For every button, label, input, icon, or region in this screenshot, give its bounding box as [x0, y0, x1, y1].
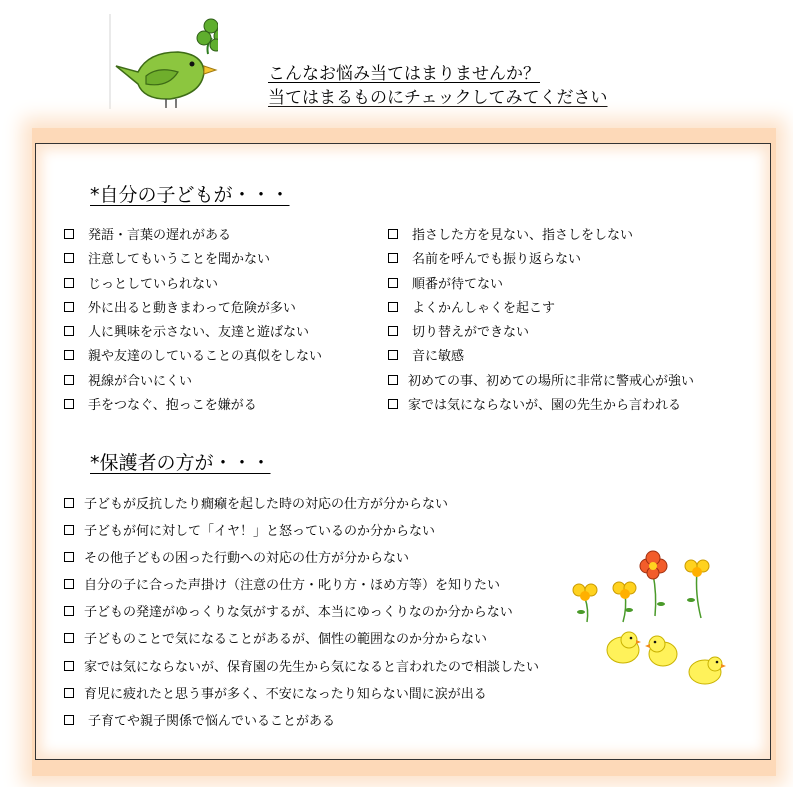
checklist-item[interactable]: 切り替えができない: [388, 321, 529, 340]
orange-flower-icon: [640, 551, 667, 579]
checkbox[interactable]: [388, 229, 398, 239]
chick-icon: [689, 657, 726, 684]
checkbox[interactable]: [64, 253, 74, 263]
checklist-item[interactable]: 子どものことで気になることがあるが、個性の範囲なのか分からない: [64, 628, 487, 647]
checkbox[interactable]: [64, 606, 74, 616]
header-line-1: こんなお悩み当てはまりませんか？: [268, 64, 540, 84]
checklist-item[interactable]: じっとしていられない: [64, 273, 218, 292]
header-line-2: 当てはまるものにチェックしてみてください: [268, 88, 608, 108]
checkbox[interactable]: [64, 326, 74, 336]
yellow-flower-icon: [573, 584, 597, 601]
checkbox[interactable]: [388, 253, 398, 263]
checklist-item[interactable]: 初めての事、初めての場所に非常に警戒心が強い: [388, 370, 694, 389]
checkbox[interactable]: [388, 302, 398, 312]
checklist-item[interactable]: 名前を呼んでも振り返らない: [388, 248, 581, 267]
checklist-item[interactable]: 家では気にならないが、園の先生から言われる: [388, 394, 681, 413]
checklist-item[interactable]: 指さした方を見ない、指さしをしない: [388, 224, 633, 243]
checklist-item[interactable]: 人に興味を示さない、友達と遊ばない: [64, 321, 309, 340]
checklist-item[interactable]: 視線が合いにくい: [64, 370, 192, 389]
checkbox[interactable]: [64, 552, 74, 562]
chick-icon: [645, 636, 677, 666]
yellow-flower-icon: [613, 582, 636, 599]
checkbox[interactable]: [388, 278, 398, 288]
checkbox[interactable]: [64, 525, 74, 535]
bird-clover-illustration: [108, 14, 218, 109]
checklist-item[interactable]: 子どもが反抗したり癇癪を起した時の対応の仕方が分からない: [64, 493, 448, 512]
checklist-item[interactable]: その他子どもの困った行動への対応の仕方が分からない: [64, 547, 409, 566]
checkbox[interactable]: [64, 661, 74, 671]
checklist-item[interactable]: 順番が待てない: [388, 273, 503, 292]
checkbox[interactable]: [64, 498, 74, 508]
yellow-flower-icon: [685, 560, 709, 577]
checklist-item[interactable]: 子育てや親子関係で悩んでいることがある: [64, 710, 335, 729]
section-title-child: *自分の子どもが・・・: [90, 184, 290, 206]
checkbox[interactable]: [64, 633, 74, 643]
checklist-item[interactable]: 音に敏感: [388, 345, 464, 364]
checkbox[interactable]: [64, 715, 74, 725]
header: [0, 0, 793, 115]
checkbox[interactable]: [64, 229, 74, 239]
checkbox[interactable]: [388, 375, 398, 385]
checkbox[interactable]: [64, 688, 74, 698]
chick-icon: [607, 632, 641, 663]
section-title-parent: *保護者の方が・・・: [90, 452, 271, 474]
checkbox[interactable]: [388, 399, 398, 409]
checkbox[interactable]: [388, 350, 398, 360]
checklist-item[interactable]: 注意してもいうことを聞かない: [64, 248, 270, 267]
checkbox[interactable]: [64, 375, 74, 385]
checklist-item[interactable]: 親や友達のしていることの真似をしない: [64, 345, 322, 364]
checkbox[interactable]: [64, 579, 74, 589]
checkbox[interactable]: [64, 278, 74, 288]
checklist-item[interactable]: 子どもの発達がゆっくりな気がするが、本当にゆっくりなのか分からない: [64, 601, 513, 620]
checkbox[interactable]: [64, 399, 74, 409]
checkbox[interactable]: [388, 326, 398, 336]
checklist-item[interactable]: よくかんしゃくを起こす: [388, 297, 555, 316]
checkbox[interactable]: [64, 350, 74, 360]
checklist-item[interactable]: 手をつなぐ、抱っこを嫌がる: [64, 394, 257, 413]
flowers-chicks-illustration: [565, 550, 735, 695]
checklist-item[interactable]: 子どもが何に対して「イヤ！」と怒っているのか分からない: [64, 520, 435, 539]
checklist-item[interactable]: 発語・言葉の遅れがある: [64, 224, 231, 243]
checklist-item[interactable]: 自分の子に合った声掛け（注意の仕方・叱り方・ほめ方等）を知りたい: [64, 574, 500, 593]
checkbox[interactable]: [64, 302, 74, 312]
checklist-item[interactable]: 外に出ると動きまわって危険が多い: [64, 297, 296, 316]
checklist-item[interactable]: 育児に疲れたと思う事が多く、不安になったり知らない間に涙が出る: [64, 683, 487, 702]
checklist-item[interactable]: 家では気にならないが、保育園の先生から気になると言われたので相談したい: [64, 656, 539, 675]
